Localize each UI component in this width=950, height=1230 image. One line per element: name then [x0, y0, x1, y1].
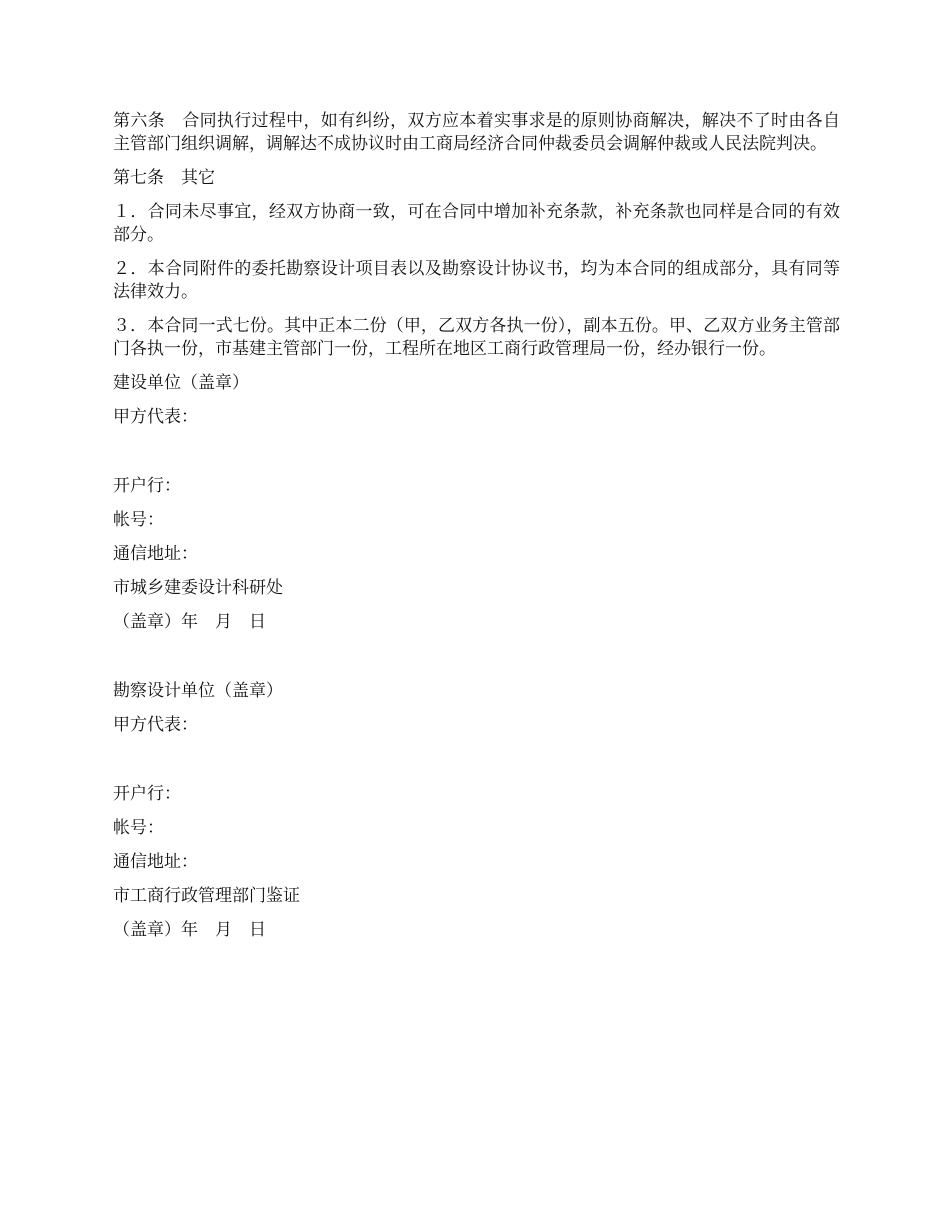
design-bank-label: 开户行：	[113, 784, 181, 804]
design-unit-label: 勘察设计单位（盖章）	[113, 681, 283, 701]
article-7-title: 第七条 其它	[113, 168, 215, 188]
blank-space	[113, 645, 840, 680]
article-7-item-2: ２．本合同附件的委托勘察设计项目表以及勘察设计协议书，均为本合同的组成部分，具有同等法律效力。	[113, 259, 840, 302]
construction-date-line: （盖章）年 月 日	[113, 612, 266, 632]
design-dept-label: 市工商行政管理部门鉴证	[113, 886, 300, 906]
construction-bank-label: 开户行：	[113, 476, 181, 496]
blank-space	[113, 440, 840, 475]
design-date-line: （盖章）年 月 日	[113, 920, 266, 940]
blank-space	[113, 748, 840, 783]
design-address-label: 通信地址：	[113, 852, 198, 872]
article-6: 第六条 合同执行过程中，如有纠纷，双方应本着实事求是的原则协商解决，解决不了时由各自主管部门组织调解，调解达不成协议时由工商局经济合同仲裁委员会调解仲裁或人民法院判决。	[113, 111, 840, 154]
construction-rep-label: 甲方代表：	[113, 407, 198, 427]
contract-page	[113, 110, 840, 953]
article-7-item-1: １．合同未尽事宜，经双方协商一致，可在合同中增加补充条款，补充条款也同样是合同的有效部分。	[113, 202, 840, 245]
signature-block-construction-unit	[113, 372, 840, 634]
design-rep-label: 甲方代表：	[113, 715, 198, 735]
signature-block-design-unit	[113, 680, 840, 942]
design-account-label: 帐号：	[113, 818, 164, 838]
construction-address-label: 通信地址：	[113, 544, 198, 564]
construction-unit-label: 建设单位（盖章）	[113, 373, 249, 393]
construction-dept-label: 市城乡建委设计科研处	[113, 578, 283, 598]
construction-account-label: 帐号：	[113, 510, 164, 530]
article-7-item-3: ３．本合同一式七份。其中正本二份（甲，乙双方各执一份），副本五份。甲、乙双方业务主管部门各执一份，市基建主管部门一份，工程所在地区工商行政管理局一份，经办银行一份。	[113, 316, 840, 359]
